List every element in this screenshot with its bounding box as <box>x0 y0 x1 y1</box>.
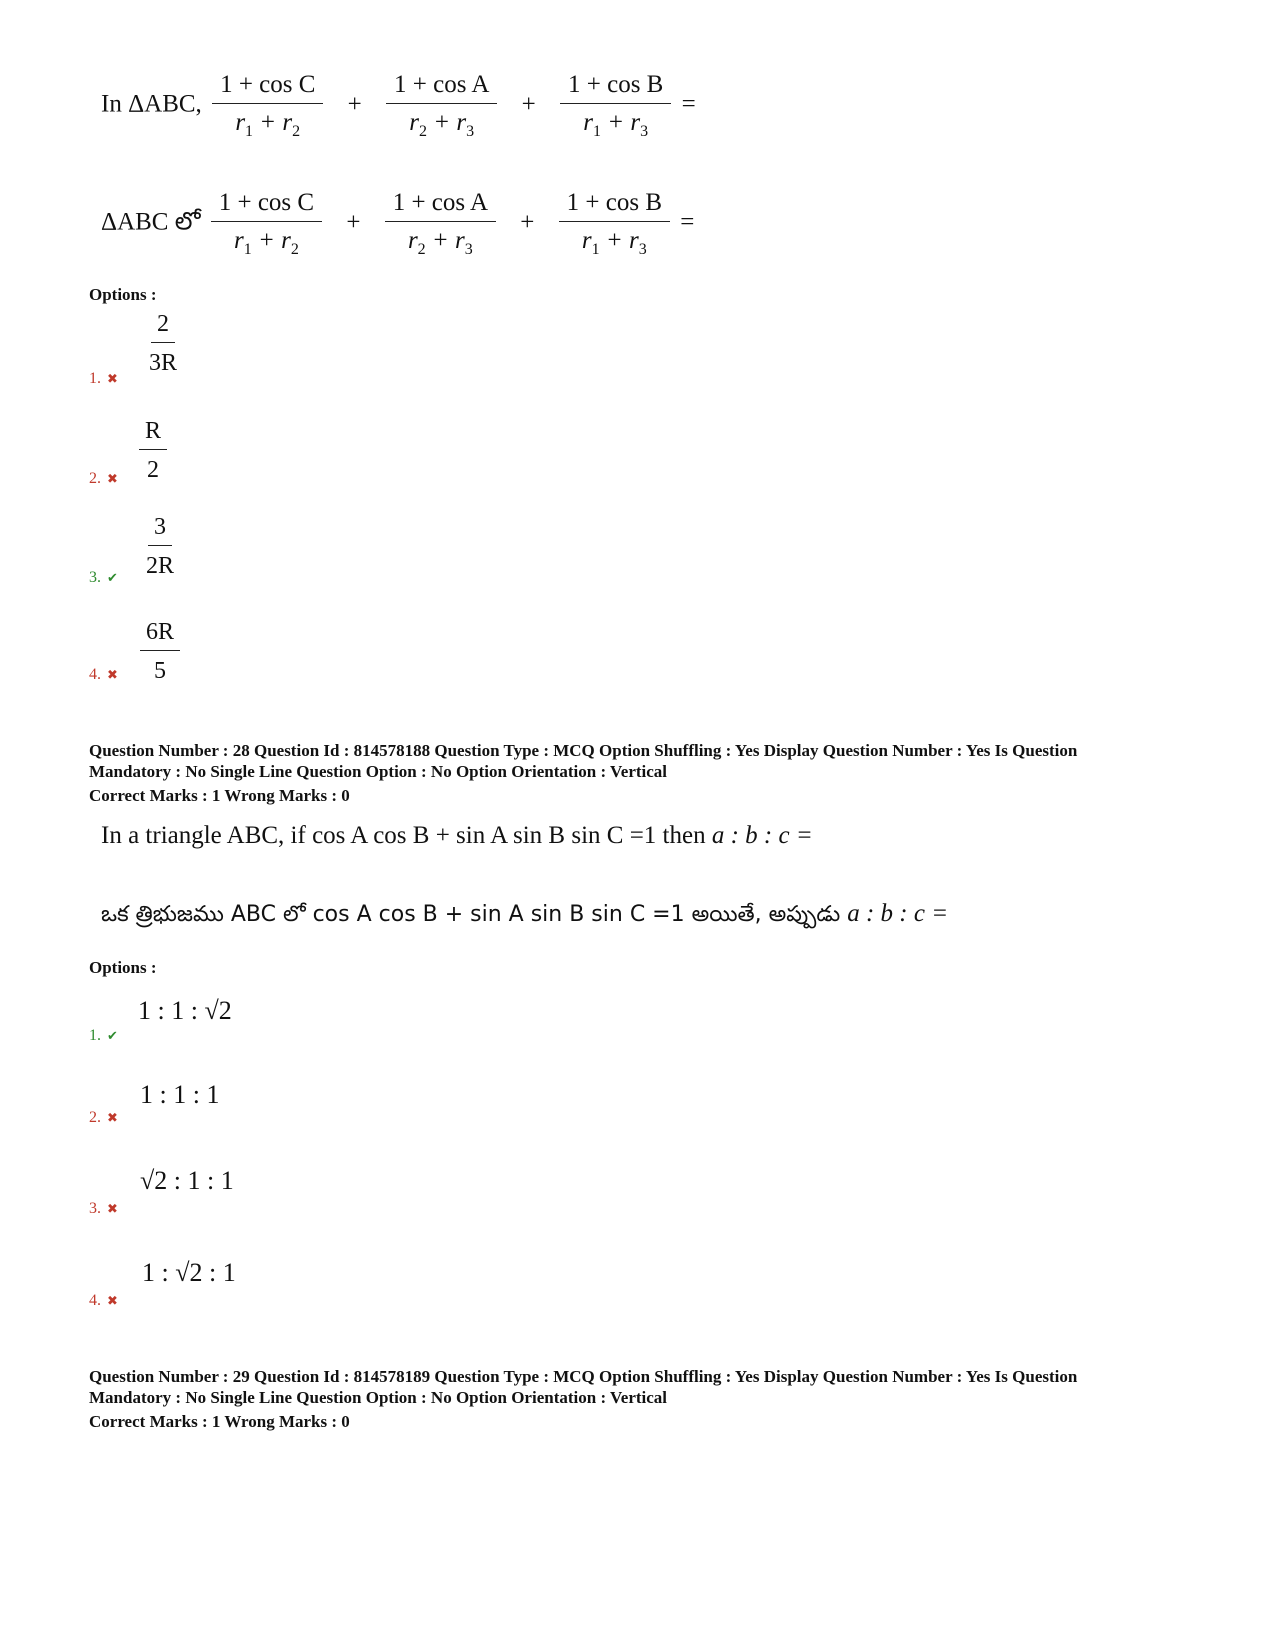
fraction-term: $\frac{\text{1 + cos A}}{r_2 + r_3}$ <box>385 190 496 258</box>
q27-prefix-te: ΔABC లో <box>101 208 201 236</box>
fraction-term: $\frac{\text{1 + cos C}}{r_1 + r_2}$ <box>211 190 322 258</box>
check-icon: ✔ <box>107 1028 118 1043</box>
q27-expression-en: In ΔABC, $\frac{\text{1 + cos C}}{r_1 + r_2}$ + $\frac{\text{1 + cos A}}{r_2 + r_3}$ + $\frac{\text{1 + cos B}}{r_1 + r_3}$ = <box>101 71 696 140</box>
cross-icon: ✖ <box>107 371 118 386</box>
q28-question-en: In a triangle ABC, if cos A cos B + sin A sin B sin C =1 then a : b : c = <box>101 822 813 849</box>
q27-expression-te: ΔABC లో $\frac{\text{1 + cos C}}{r_1 + r_2}$ + $\frac{\text{1 + cos A}}{r_2 + r_3}$ + $\frac{\text{1 + cos B}}{r_1 + r_3}$ = <box>101 189 695 258</box>
option-fraction: $\frac{R}{2}$ <box>139 419 167 482</box>
option-number: 3. ✖ <box>89 1200 118 1217</box>
fraction-term: $\frac{\text{1 + cos A}}{r_2 + r_3}$ <box>386 72 497 140</box>
option-number: 2. ✖ <box>89 470 118 487</box>
option-number: 4. ✖ <box>89 666 118 683</box>
cross-icon: ✖ <box>107 471 118 486</box>
option-ratio: 1 : √2 : 1 <box>142 1258 236 1287</box>
option-fraction: $\frac{3}{2R}$ <box>146 514 175 579</box>
check-icon: ✔ <box>107 570 118 585</box>
option-number: 1. ✖ <box>89 370 118 387</box>
option-number: 4. ✖ <box>89 1292 118 1309</box>
q27-options-label: Options : <box>89 285 157 304</box>
fraction-term: $\frac{\text{1 + cos B}}{r_1 + r_3}$ <box>559 190 670 258</box>
q28-meta: Question Number : 28 Question Id : 814578188 Question Type : MCQ Option Shuffling : Yes Display Question Number : Yes Is Question Mandatory : No Single Line Question Option : No Option Orientation : Vertical Correct Marks : 1 Wrong Marks : 0 <box>89 741 1078 805</box>
fraction-term: $\frac{\text{1 + cos B}}{r_1 + r_3}$ <box>560 72 671 140</box>
option-number: 3. ✔ <box>89 569 118 586</box>
cross-icon: ✖ <box>107 1201 118 1216</box>
option-number: 1. ✔ <box>89 1027 118 1044</box>
fraction-term: $\frac{\text{1 + cos C}}{r_1 + r_2}$ <box>212 72 323 140</box>
q29-meta: Question Number : 29 Question Id : 814578189 Question Type : MCQ Option Shuffling : Yes Display Question Number : Yes Is Question Mandatory : No Single Line Question Option : No Option Orientation : Vertical Correct Marks : 1 Wrong Marks : 0 <box>89 1367 1078 1431</box>
q27-prefix-en: In ΔABC, <box>101 90 202 118</box>
q28-options-label: Options : <box>89 958 157 977</box>
q28-question-te: ఒక త్రిభుజము ABC లో cos A cos B + sin A sin B sin C =1 అయితే, అప్పుడు a : b : c = <box>101 900 949 927</box>
cross-icon: ✖ <box>107 1110 118 1125</box>
cross-icon: ✖ <box>107 667 118 682</box>
option-fraction: $\frac{2}{3R}$ <box>149 311 178 376</box>
option-ratio: 1 : 1 : 1 <box>140 1080 220 1109</box>
option-ratio: 1 : 1 : √2 <box>138 996 232 1025</box>
option-number: 2. ✖ <box>89 1109 118 1126</box>
option-ratio: √2 : 1 : 1 <box>140 1166 234 1195</box>
cross-icon: ✖ <box>107 1293 118 1308</box>
option-fraction: $\frac{6R}{5}$ <box>140 620 180 683</box>
